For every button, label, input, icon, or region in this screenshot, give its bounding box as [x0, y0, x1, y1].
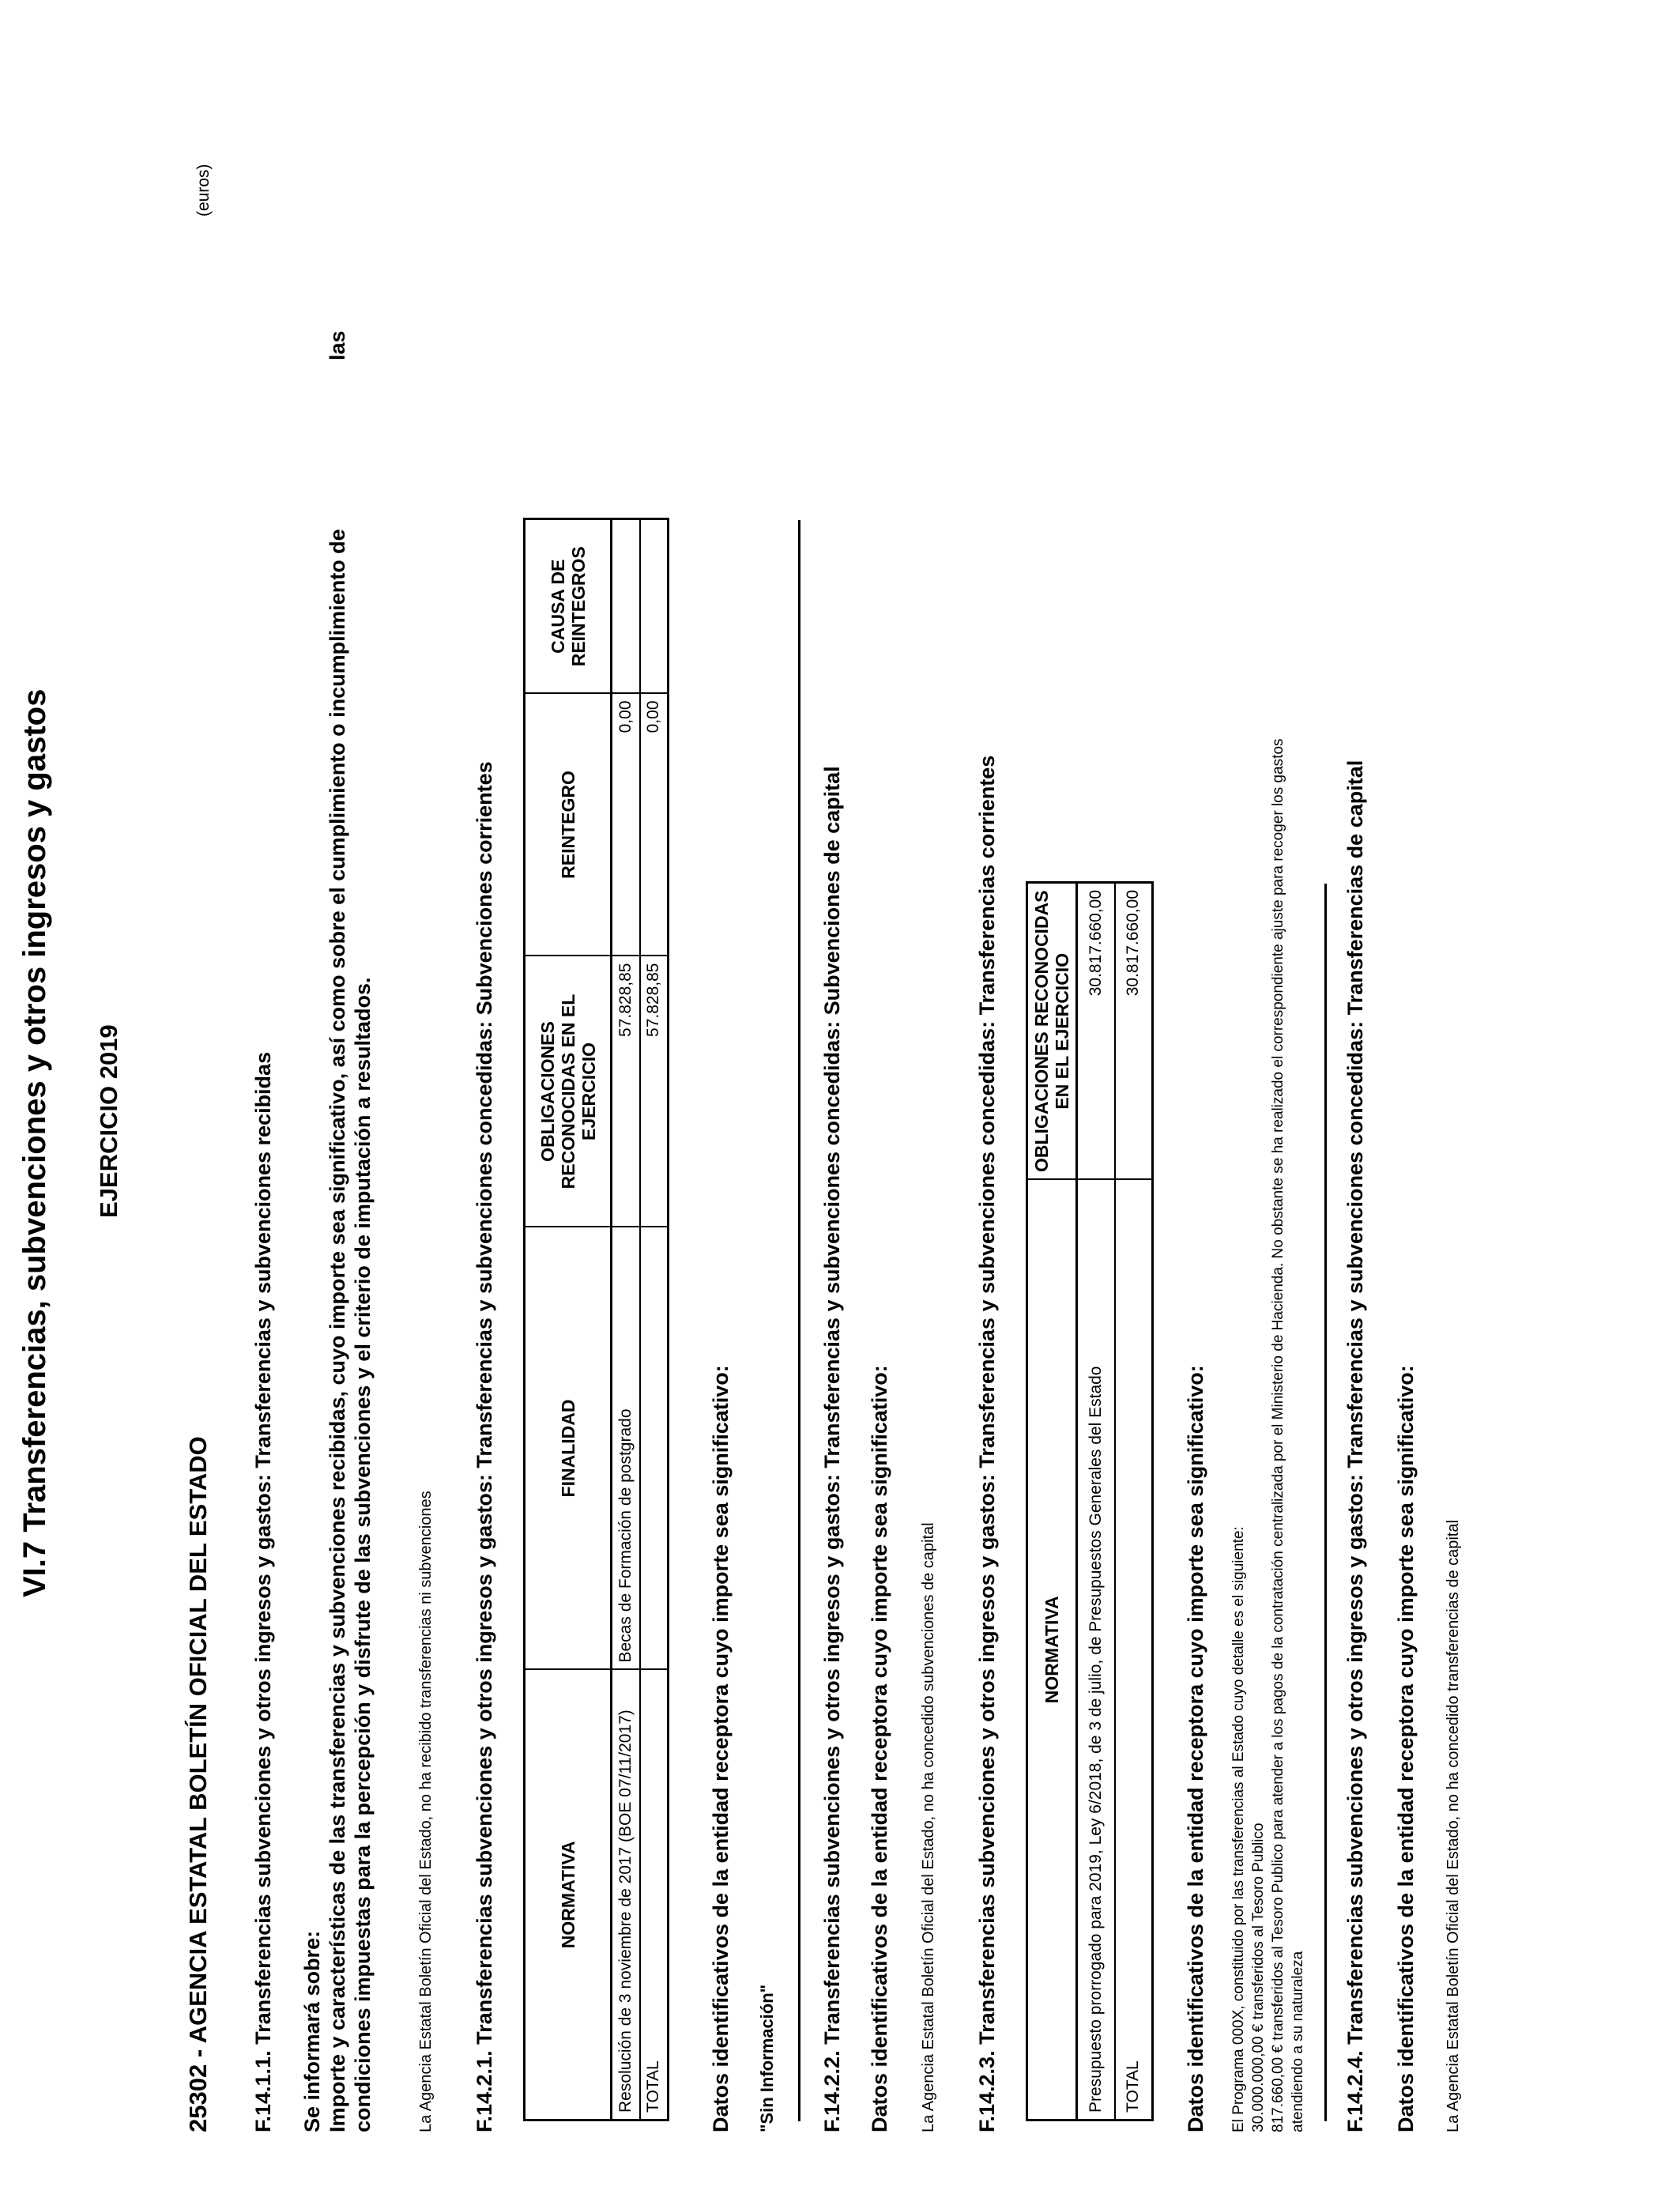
f14121-receptora-value: "Sin Información"	[757, 1984, 777, 2132]
cell-obligaciones: 57.828,85	[612, 956, 640, 1227]
cell-causa	[640, 519, 669, 694]
info-line-2: condiciones impuestas para la percepción y disfrute de las subvenciones y el criterio de imputación a resultados.	[351, 977, 375, 2132]
f14123-detail-line-4: atendiendo a su naturaleza	[1290, 1951, 1306, 2132]
section-f14123-heading: F.14.2.3. Transferencias subvenciones y otros ingresos y gastos: Transferencias y subvenciones concedidas: Transferencias corrientes	[975, 755, 999, 2132]
cell-finalidad: Becas de Formación de postgrado	[612, 1227, 640, 1670]
cell-normativa: Resolución de 3 noviembre de 2017 (BOE 07/11/2017)	[612, 1670, 640, 2120]
transferencias-corrientes-table	[1026, 881, 1154, 2121]
currency-label: (euros)	[194, 164, 213, 217]
col-finalidad: FINALIDAD	[525, 1227, 612, 1670]
f14123-detail-line-3: 817.660,00 € transferidos al Tesoro Publico para atender a los pagos de la contratación centralizada por el Ministerio de Hacienda. No obstante se ha realizado el correspondiente ajuste para recoger los gastos	[1270, 738, 1286, 2132]
cell-reintegro: 0,00	[640, 694, 669, 956]
info-line-1: Importe y características de las transferencias y subvenciones recibidas, cuyo importe sea significativo, así como sobre el cumplimiento o incumplimiento de	[326, 529, 349, 2132]
f14123-detail-line-1: El Programa 000X, constituido por las transferencias al Estado cuyo detalle es el siguiente:	[1230, 1526, 1247, 2132]
cell-normativa: Presupuesto prorrogado para 2019, Ley 6/2018, de 3 de julio, de Presupuestos Generales del Estado	[1077, 1180, 1115, 2120]
table-row-total	[1115, 883, 1153, 2120]
cell-finalidad	[640, 1227, 669, 1670]
table-row-total	[640, 519, 669, 2120]
table-row	[612, 519, 640, 2120]
divider	[798, 520, 800, 2121]
f14122-note: La Agencia Estatal Boletín Oficial del Estado, no ha concedido subvenciones de capital	[920, 1522, 937, 2132]
cell-normativa: TOTAL	[1115, 1180, 1153, 2120]
page-title: VI.7 Transferencias, subvenciones y otros ingresos y gastos	[17, 688, 52, 1597]
col-reintegro: REINTEGRO	[525, 694, 612, 956]
cell-normativa: TOTAL	[640, 1670, 669, 2120]
col-obligaciones: OBLIGACIONES RECONOCIDAS EN EL EJERCICIO	[525, 956, 612, 1227]
section-f14121-heading: F.14.2.1. Transferencias subvenciones y otros ingresos y gastos: Transferencias y subvenciones concedidas: Subvenciones corrientes	[473, 761, 496, 2132]
subvenciones-corrientes-table	[523, 518, 669, 2121]
cell-reintegro: 0,00	[612, 694, 640, 956]
f14121-receptora-heading: Datos identificativos de la entidad receptora cuyo importe sea significativo:	[709, 1365, 733, 2132]
section-f14124-heading: F.14.2.4. Transferencias subvenciones y otros ingresos y gastos: Transferencias y subvenciones concedidas: Transferencias de capital	[1343, 760, 1367, 2132]
section-f14122-heading: F.14.2.2. Transferencias subvenciones y otros ingresos y gastos: Transferencias y subvenciones concedidas: Subvenciones de capital	[820, 766, 844, 2132]
entity-name: 25302 - AGENCIA ESTATAL BOLETÍN OFICIAL DEL ESTADO	[184, 1436, 212, 2132]
f14123-detail-line-2: 30.000.000,00 € transferidos al Tesoro Publico	[1250, 1823, 1267, 2132]
col-normativa: NORMATIVA	[1027, 1180, 1077, 2120]
f14123-receptora-heading: Datos identificativos de la entidad receptora cuyo importe sea significativo:	[1184, 1365, 1207, 2132]
cell-obligaciones: 57.828,85	[640, 956, 669, 1227]
f14124-note: La Agencia Estatal Boletín Oficial del Estado, no ha concedido transferencias de capital	[1445, 1520, 1462, 2132]
col-causa-reintegros: CAUSA DE REINTEGROS	[525, 519, 612, 694]
f14122-receptora-heading: Datos identificativos de la entidad receptora cuyo importe sea significativo:	[868, 1365, 891, 2132]
section-f1411-heading: F.14.1.1. Transferencias subvenciones y otros ingresos y gastos: Transferencias y subvenciones recibidas	[251, 1051, 275, 2132]
col-normativa: NORMATIVA	[525, 1670, 612, 2120]
cell-obligaciones: 30.817.660,00	[1115, 883, 1153, 1180]
divider	[1324, 884, 1327, 2121]
info-label: Se informará sobre:	[300, 1930, 324, 2132]
cell-obligaciones: 30.817.660,00	[1077, 883, 1115, 1180]
ejercicio-label: EJERCICIO 2019	[95, 1024, 122, 1218]
table-row	[1077, 883, 1115, 2120]
f14124-receptora-heading: Datos identificativos de la entidad receptora cuyo importe sea significativo:	[1394, 1365, 1418, 2132]
f1411-note: La Agencia Estatal Boletín Oficial del Estado, no ha recibido transferencias ni subvenciones	[417, 1491, 435, 2132]
cell-causa	[612, 519, 640, 694]
col-obligaciones: OBLIGACIONES RECONOCIDAS EN EL EJERCICIO	[1027, 883, 1077, 1180]
info-line-1-tail: las	[326, 330, 349, 360]
